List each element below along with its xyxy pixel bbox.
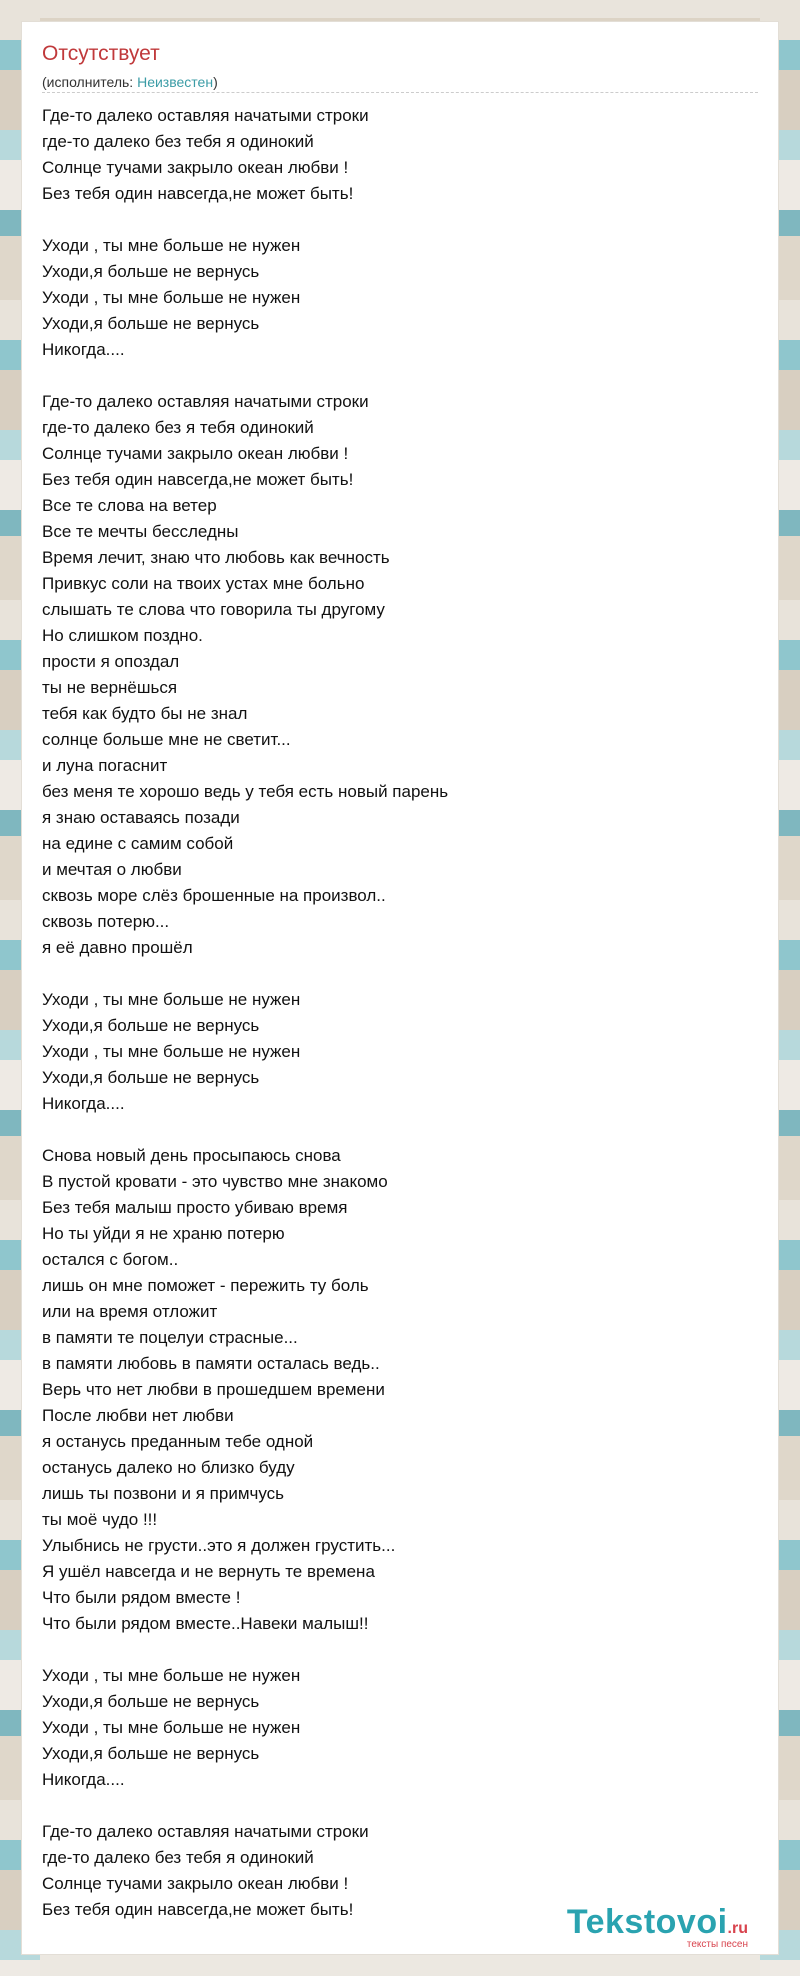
logo-main-text: Tekstovoi — [566, 1903, 728, 1941]
lyrics-card — [22, 22, 778, 1954]
logo-tagline: тексты песен — [686, 1939, 748, 1950]
song-title: Отсутствует — [42, 42, 160, 65]
lyrics-text: Где-то далеко оставляя начатыми строки где-то далеко без тебя я одинокий Солнце тучами закрыло океан любви ! Без тебя один навсегда,не может быть! Уходи , ты мне больше не нужен Уходи,я больше не вернусь Уходи , ты мне больше не нужен Уходи,я больше не вернусь Никогда.... Где-то далеко оставляя начатыми строки где-то далеко без я тебя одинокий Солнце тучами закрыло океан любви ! Без тебя один навсегда,не может быть! Все те слова на ветер Все те мечты бесследны Время лечит, знаю что любовь как вечность Привкус соли на твоих устах мне больно слышать те слова что говорила ты другому Но слишком поздно. прости я опоздал ты не вернёшься тебя как будто бы не знал солнце больше мне не светит... и луна погаснит без меня те хорошо ведь у тебя есть новый парень я знаю оставаясь позади на едине с самим собой и мечтая о любви сквозь море слёз брошенные на произвол.. сквозь потерю... я её давно прошёл Уходи , ты мне больше не нужен Уходи,я больше не вернусь Уходи , ты мне больше не нужен Уходи,я больше не вернусь Никогда.... Снова новый день просыпаюсь снова В пустой кровати - это чувство мне знакомо Без тебя малыш просто убиваю время Но ты уйди я не храню потерю остался с богом.. лишь он мне поможет - пережить ту боль или на время отложит в памяти те поцелуи страсные... в памяти любовь в памяти осталась ведь.. Верь что нет любви в прошедшем времени После любви нет любви я останусь преданным тебе одной останусь далеко но близко буду лишь ты позвони и я примчусь ты моё чудо !!! Улыбнись не грусти..это я должен грустить... Я ушёл навсегда и не вернуть те времена Что были рядом вместе ! Что были рядом вместе..Навеки малыш!! Уходи , ты мне больше не нужен Уходи,я больше не вернусь Уходи , ты мне больше не нужен Уходи,я больше не вернусь Никогда.... Где-то далеко оставляя начатыми строки где-то далеко без тебя я одинокий Солнце тучами закрыло океан любви ! Без тебя один навсегда,не может быть! — [42, 106, 449, 1919]
title-divider — [42, 92, 758, 93]
artist-suffix: ) — [213, 74, 218, 90]
logo-tld: .ru — [727, 1920, 748, 1937]
artist-link[interactable]: Неизвестен — [137, 74, 214, 90]
artist-line — [42, 74, 218, 90]
artist-prefix: (исполнитель: — [42, 74, 138, 90]
site-logo[interactable] — [566, 1903, 748, 1950]
